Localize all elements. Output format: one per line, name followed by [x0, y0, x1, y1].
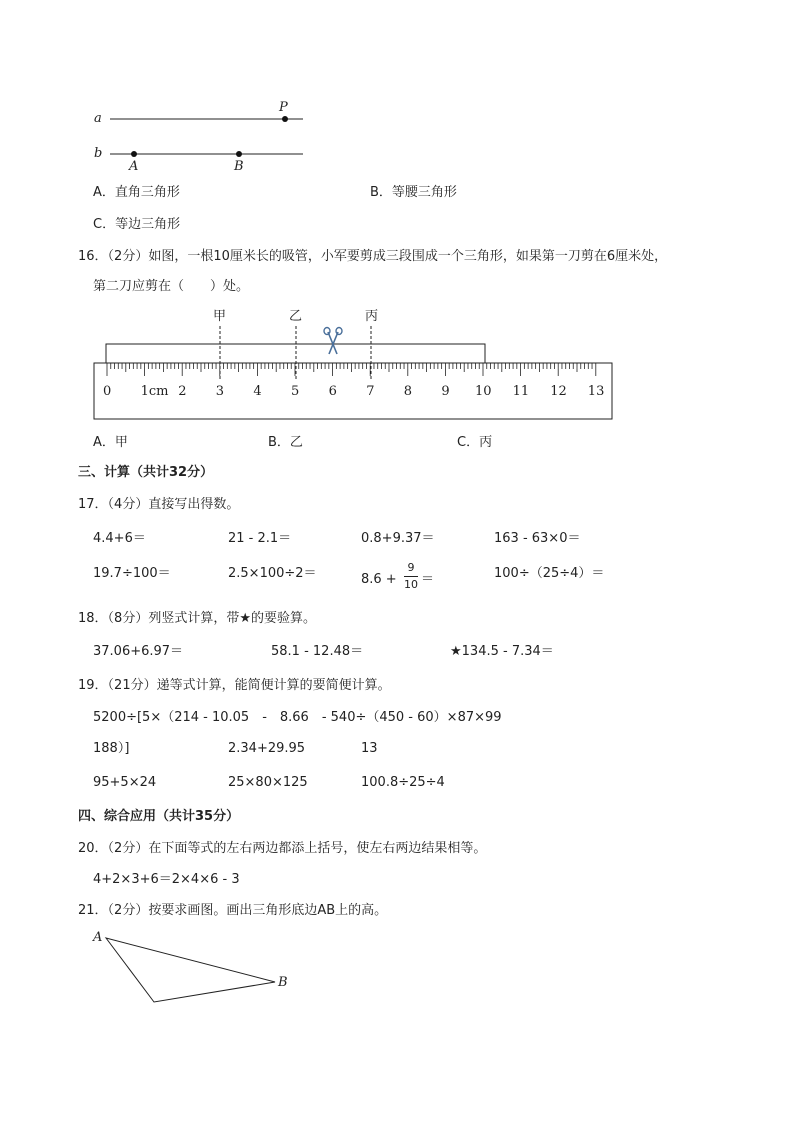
q19-item: 100.8÷25÷4	[361, 775, 445, 790]
ruler-tick-label: 5	[291, 384, 300, 399]
label-line-a: a	[94, 111, 102, 126]
mark-jia: 甲	[213, 309, 227, 324]
point-a	[131, 151, 137, 157]
q17-item: 163 - 63×0＝	[494, 531, 581, 546]
triangle-vertex-b: B	[278, 975, 288, 990]
ruler-tick-label: 6	[328, 384, 337, 399]
q16-text-line2: 第二刀应剪在（ ）处。	[93, 279, 250, 294]
triangle	[106, 938, 275, 1002]
section-4-heading: 四、综合应用（共计35分）	[78, 809, 240, 824]
ruler-tick-label: 1cm	[140, 384, 169, 399]
ruler-tick-label: 11	[512, 384, 530, 399]
q18-item: 58.1 - 12.48＝	[271, 644, 364, 659]
q17-item: 2.5×100÷2＝	[228, 566, 317, 581]
q15-option-b[interactable]: B．等腰三角形	[370, 185, 457, 200]
label-line-b: b	[94, 146, 103, 161]
q19-title: 19．（21分）递等式计算，能简便计算的要简便计算。	[78, 678, 391, 693]
label-point-p: P	[279, 100, 288, 115]
q15-option-c[interactable]: C．等边三角形	[93, 217, 181, 232]
q18-item: ★134.5 - 7.34＝	[450, 644, 554, 659]
q17-item: 21 - 2.1＝	[228, 531, 292, 546]
q17-title: 17．（4分）直接写出得数。	[78, 497, 240, 512]
label-point-b: B	[234, 159, 244, 174]
q17-item: 0.8+9.37＝	[361, 531, 435, 546]
ruler-tick-label: 10	[475, 384, 492, 399]
q17-item: 19.7÷100＝	[93, 566, 171, 581]
fraction-bar	[404, 576, 418, 577]
ruler-tick-label: 13	[587, 384, 605, 399]
q17-item: 4.4+6＝	[93, 531, 146, 546]
ruler-tick-label: 2	[178, 384, 187, 399]
q16-option-c[interactable]: C．丙	[457, 435, 493, 450]
q16-option-b[interactable]: B．乙	[268, 435, 303, 450]
ruler-tick-label: 7	[366, 384, 375, 399]
q19-item: 25×80×125	[228, 775, 308, 790]
ruler-ticks	[107, 363, 596, 376]
q19-item: 95+5×24	[93, 775, 157, 790]
q19-item: 2.34+29.95	[228, 741, 306, 756]
mark-bing: 丙	[365, 309, 379, 324]
straw	[106, 344, 485, 363]
scissors-icon	[324, 328, 342, 355]
q20-expression: 4+2×3+6＝2×4×6 - 3	[93, 872, 240, 887]
label-point-a: A	[129, 159, 139, 174]
q20-title: 20．（2分）在下面等式的左右两边都添上括号，使左右两边结果相等。	[78, 841, 487, 856]
q16-text-line1: 16．（2分）如图，一根10厘米长的吸管，小军要剪成三段围成一个三角形，如果第一刀剪在6厘米处，	[78, 249, 668, 264]
triangle-vertex-a: A	[93, 930, 103, 945]
ruler-tick-label: 8	[403, 384, 413, 399]
q19-item: 13	[361, 741, 378, 756]
mark-yi: 乙	[289, 309, 303, 324]
q21-title: 21．（2分）按要求画图。画出三角形底边AB上的高。	[78, 903, 388, 918]
ruler-tick-label: 9	[441, 384, 450, 399]
q17-equals: ＝	[421, 572, 435, 587]
q17-fraction-expr-prefix: 8.6 +	[361, 572, 397, 587]
ruler-tick-label: 12	[550, 384, 567, 399]
q19-item: 188）]	[93, 741, 130, 756]
section-3-heading: 三、计算（共计32分）	[78, 465, 214, 480]
q17-item: 100÷（25÷4）＝	[494, 566, 605, 581]
point-b	[236, 151, 242, 157]
q18-title: 18．（8分）列竖式计算，带★的要验算。	[78, 611, 316, 626]
ruler-tick-label: 3	[215, 384, 225, 399]
q18-item: 37.06+6.97＝	[93, 644, 184, 659]
ruler-tick-label: 4	[253, 384, 262, 399]
q16-option-a[interactable]: A．甲	[93, 435, 128, 450]
ruler-body	[94, 363, 612, 419]
q15-option-a[interactable]: A．直角三角形	[93, 185, 180, 200]
fraction-numerator: 9	[407, 561, 415, 574]
ruler-tick-label: 0	[103, 384, 112, 399]
q19-row1: 5200÷[5×（214 - 10.05 - 8.66 - 540÷（450 - 60）×87×99	[93, 710, 502, 725]
fraction-denominator: 10	[404, 578, 418, 591]
